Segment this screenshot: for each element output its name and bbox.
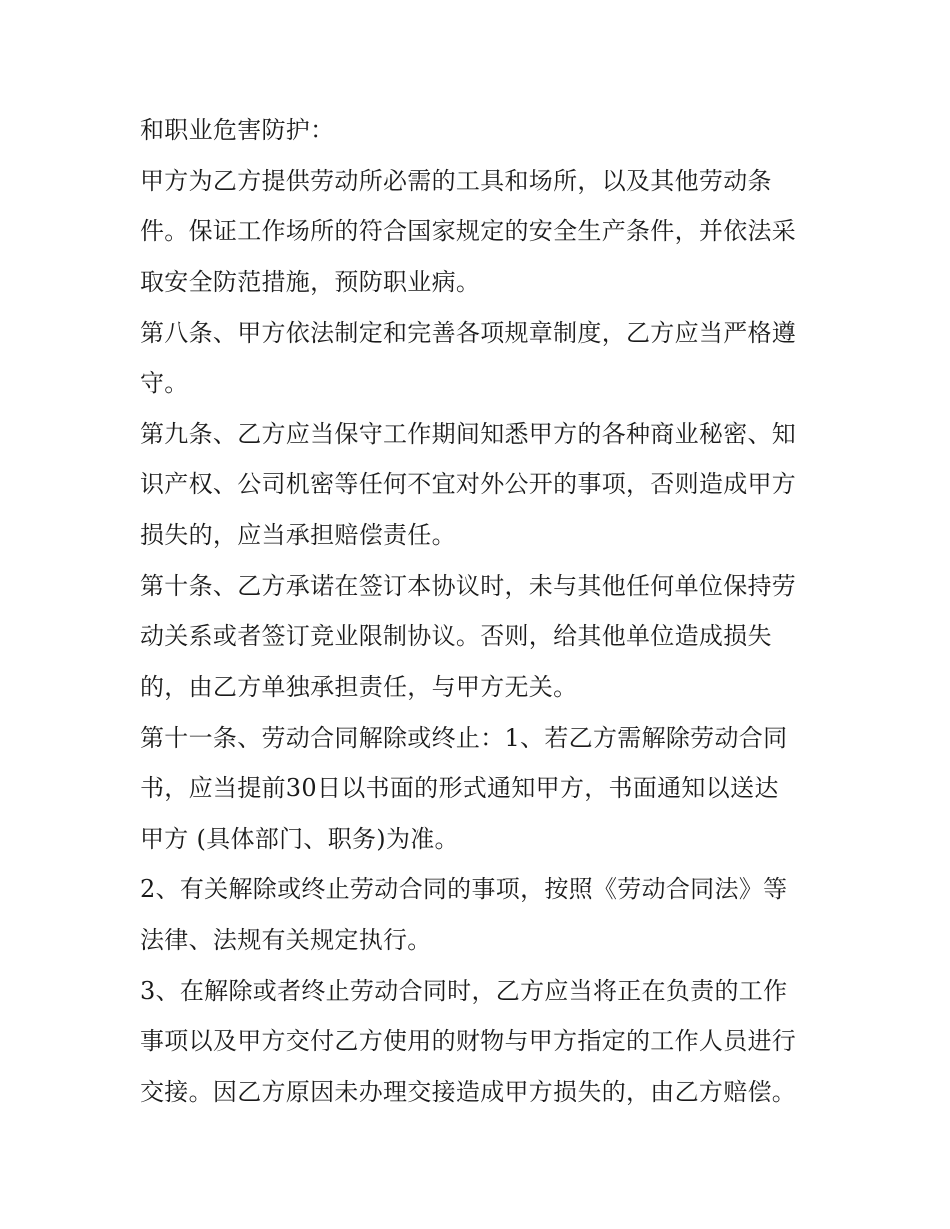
text-line: 损失的，应当承担赔偿责任。	[140, 521, 456, 549]
text-line: 的，由乙方单独承担责任，与甲方无关。	[140, 673, 578, 701]
text-line: 动关系或者签订竞业限制协议。否则，给其他单位造成损失	[140, 622, 772, 650]
text-line: 2、有关解除或终止劳动合同的事项，按照《劳动合同法》等	[140, 875, 788, 903]
text-line: 交接。因乙方原因未办理交接造成甲方损失的，由乙方赔偿。	[140, 1078, 797, 1106]
text-line: 识产权、公司机密等任何不宜对外公开的事项，否则造成甲方	[140, 470, 797, 498]
text-line: 事项以及甲方交付乙方使用的财物与甲方指定的工作人员进行	[140, 1027, 797, 1055]
text-line: 守。	[140, 369, 189, 397]
text-line: 第八条、甲方依法制定和完善各项规章制度，乙方应当严格遵	[140, 319, 797, 347]
text-line: 3、在解除或者终止劳动合同时，乙方应当将正在负责的工作	[140, 977, 788, 1005]
text-line: 取安全防范措施，预防职业病。	[140, 268, 481, 296]
text-line: 甲方为乙方提供劳动所必需的工具和场所，以及其他劳动条	[140, 167, 772, 195]
text-line: 第十一条、劳动合同解除或终止：1、若乙方需解除劳动合同	[140, 724, 788, 752]
text-line: 件。保证工作场所的符合国家规定的安全生产条件，并依法采	[140, 217, 797, 245]
text-line: 第十条、乙方承诺在签订本协议时，未与其他任何单位保持劳	[140, 572, 797, 600]
text-line: 第九条、乙方应当保守工作期间知悉甲方的各种商业秘密、知	[140, 420, 797, 448]
text-line: 甲方 (具体部门、职务)为准。	[140, 825, 459, 853]
text-line: 书，应当提前30日以书面的形式通知甲方，书面通知以送达	[140, 774, 779, 802]
text-line: 和职业危害防护：	[140, 116, 335, 144]
text-line: 法律、法规有关规定执行。	[140, 926, 432, 954]
